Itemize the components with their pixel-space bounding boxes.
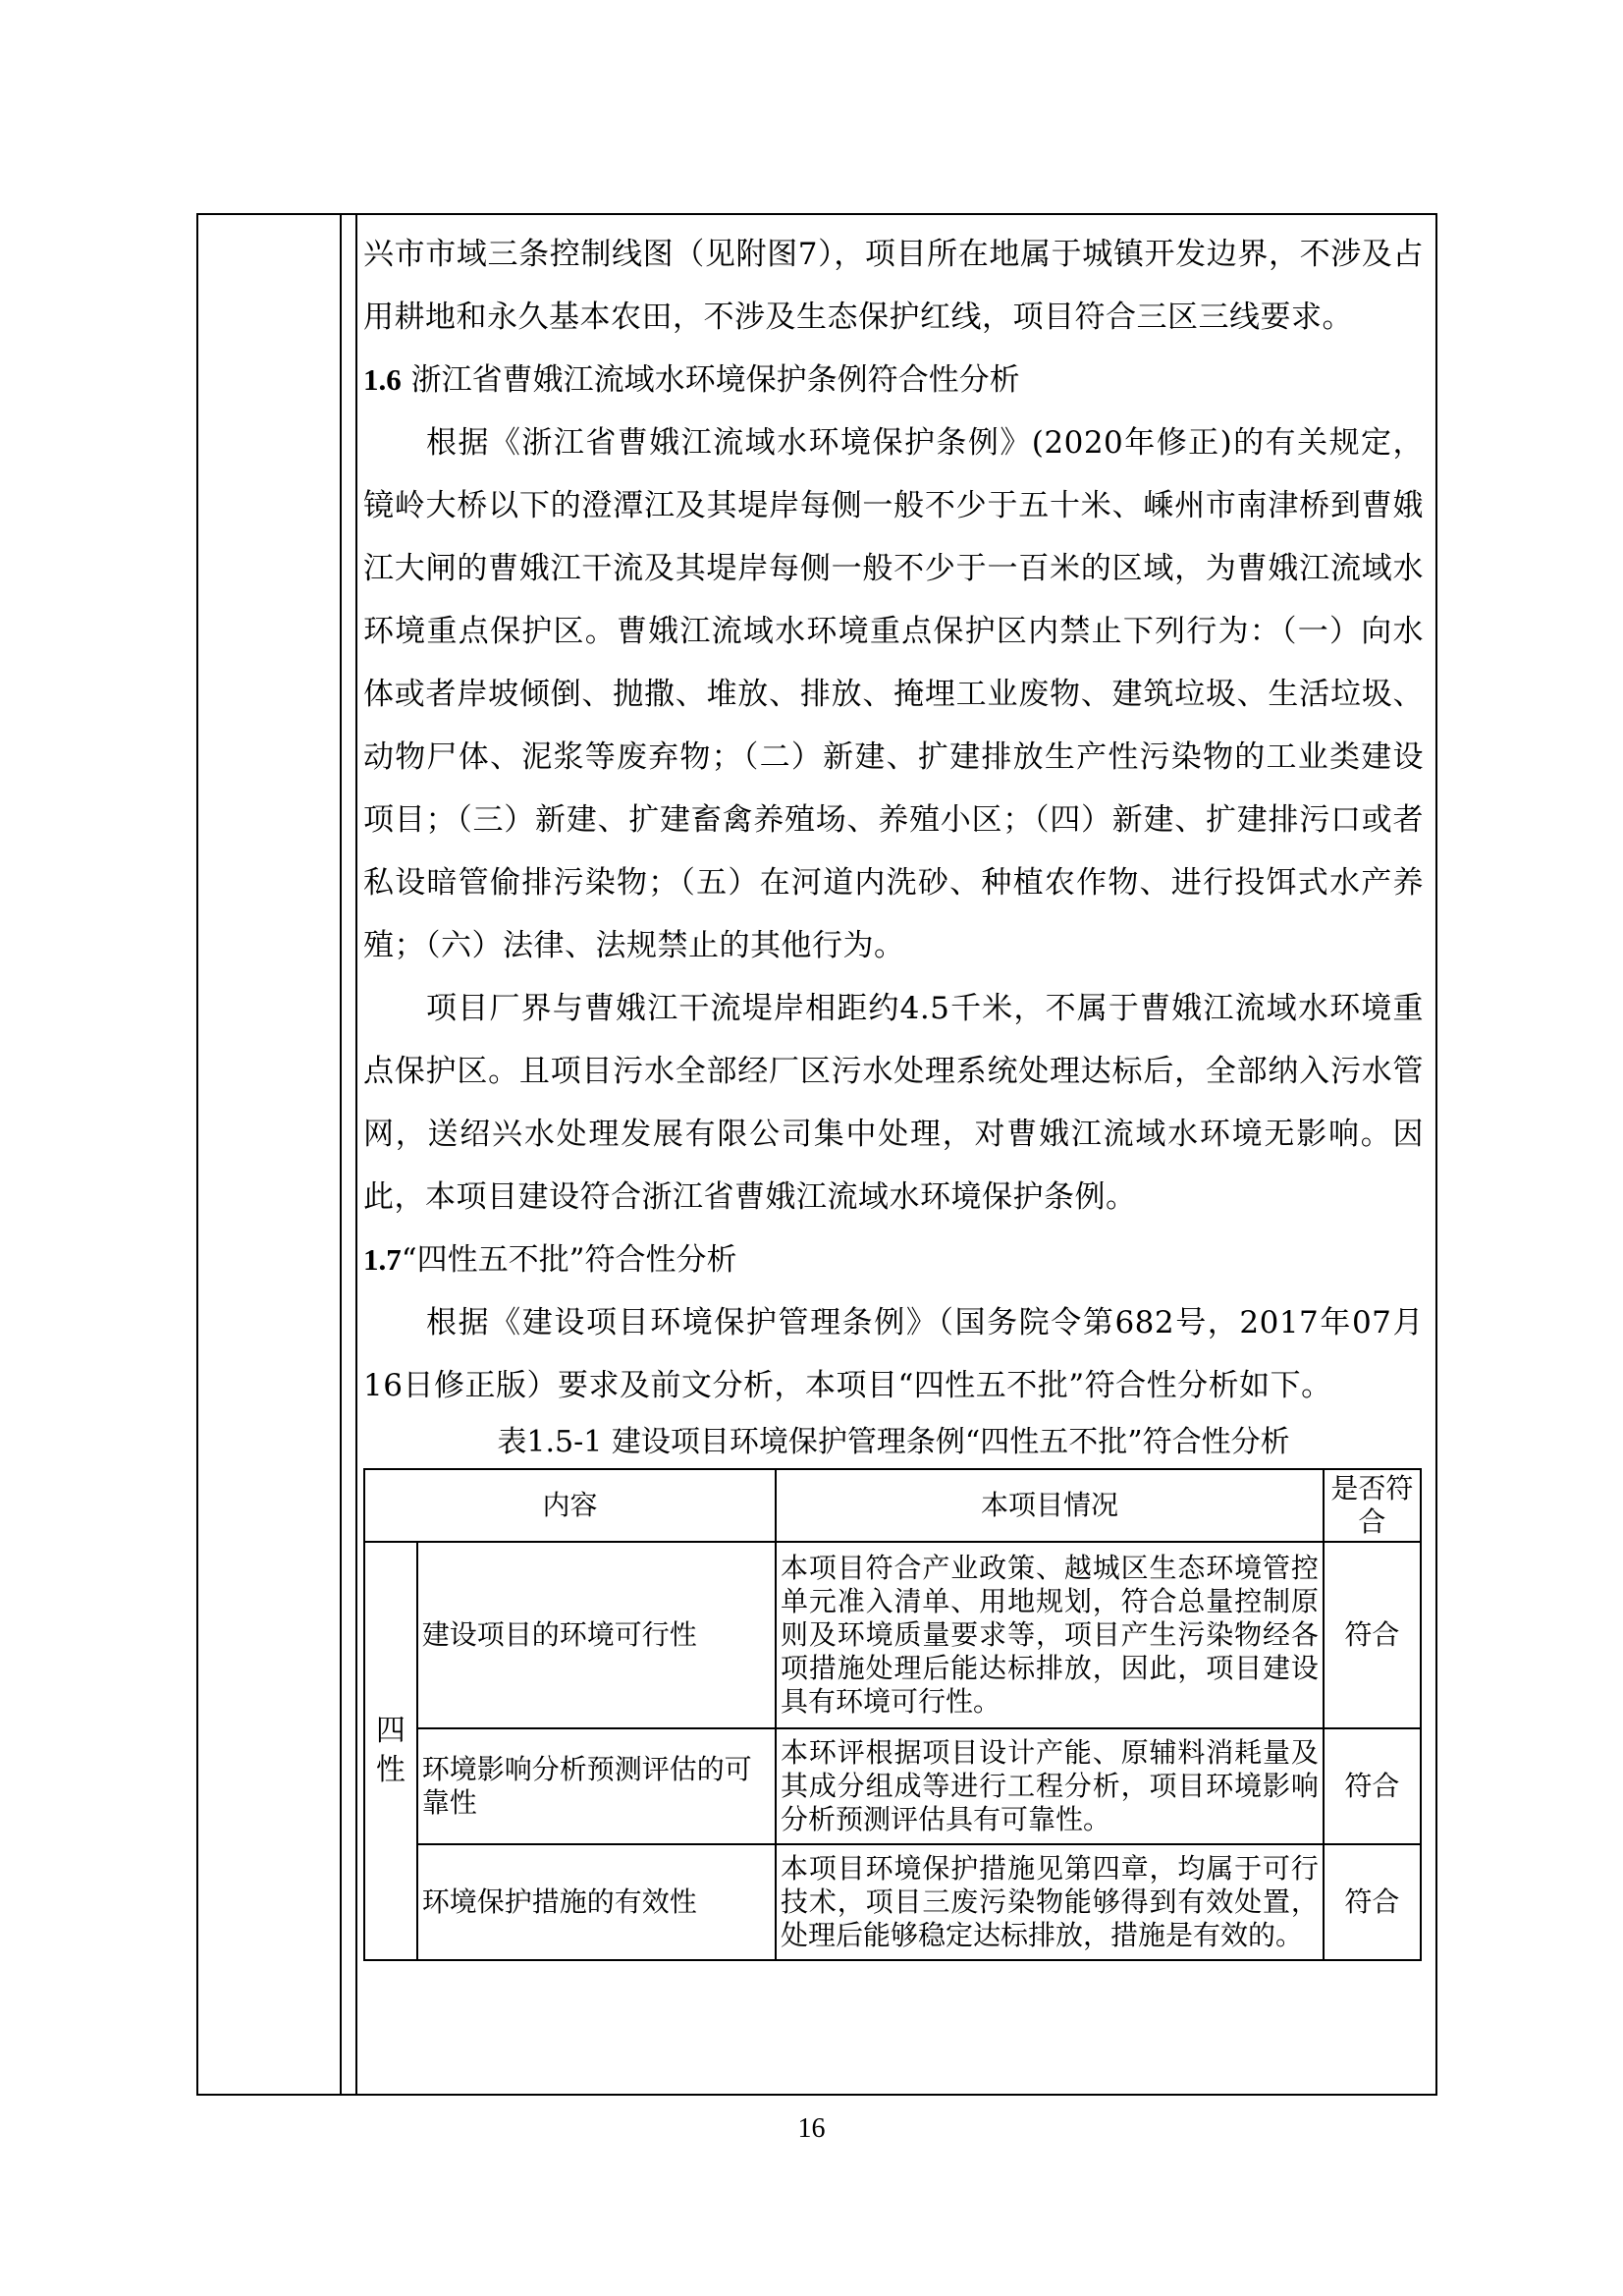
section-heading-1-6 xyxy=(363,349,1424,411)
table-row xyxy=(364,1844,1421,1960)
table-caption: 表1.5-1 建设项目环境保护管理条例“四性五不批”符合性分析 xyxy=(497,1425,1290,1459)
compliance-cell: 符合 xyxy=(1324,1728,1421,1844)
item-cell: 环境保护措施的有效性 xyxy=(417,1844,776,1960)
paragraph-four-five-intro: 根据《建设项目环境保护管理条例》（国务院令第682号，2017年07月16日修正版）要求及前文分析，本项目“四性五不批”符合性分析如下。 xyxy=(363,1305,1424,1403)
compliance-table xyxy=(363,1468,1422,1961)
item-cell: 环境影响分析预测评估的可靠性 xyxy=(417,1728,776,1844)
paragraph-caoe-regulation: 根据《浙江省曹娥江流域水环境保护条例》(2020年修正)的有关规定，镜岭大桥以下的澄潭江及其堤岸每侧一般不少于五十米、嵊州市南津桥到曹娥江大闸的曹娥江干流及其堤岸每侧一般不少于一百米的区域，为曹娥江流域水环境重点保护区。曹娥江流域水环境重点保护区内禁止下列行为：（一）向水体或者岸坡倾倒、抛撒、堆放、排放、掩埋工业废物、建筑垃圾、生活垃圾、动物尸体、泥浆等废弃物；（二）新建、扩建排放生产性污染物的工业类建设项目；（三）新建、扩建畜禽养殖场、养殖小区；（四）新建、扩建排污口或者私设暗管偷排污染物；（五）在河道内洗砂、种植农作物、进行投饵式水产养殖；（六）法律、法规禁止的其他行为。 xyxy=(363,425,1424,963)
table-row xyxy=(364,1728,1421,1844)
page-number: 16 xyxy=(797,2113,826,2144)
compliance-cell: 符合 xyxy=(1324,1844,1421,1960)
table-row xyxy=(364,1542,1421,1728)
section-number: 1.7 xyxy=(363,1242,402,1277)
item-cell: 建设项目的环境可行性 xyxy=(417,1542,776,1728)
section-title: 浙江省曹娥江流域水环境保护条例符合性分析 xyxy=(410,362,1020,398)
category-cell xyxy=(364,1542,417,1960)
desc-cell: 本项目符合产业政策、越城区生态环境管控单元准入清单、用地规划，符合总量控制原则及环境质量要求等，项目产生污染物经各项措施处理后能达标排放，因此，项目建设具有环境可行性。 xyxy=(776,1542,1324,1728)
section-number: 1.6 xyxy=(363,362,402,397)
paragraph-caoe-conclusion: 项目厂界与曹娥江干流堤岸相距约4.5千米，不属于曹娥江流域水环境重点保护区。且项目污水全部经厂区污水处理系统处理达标后，全部纳入污水管网，送绍兴水处理发展有限公司集中处理，对曹娥江流域水环境无影响。因此，本项目建设符合浙江省曹娥江流域水环境保护条例。 xyxy=(363,991,1424,1215)
header-situation: 本项目情况 xyxy=(776,1469,1324,1542)
paragraph-three-zones: 兴市市域三条控制线图（见附图7），项目所在地属于城镇开发边界，不涉及占用耕地和永久基本农田，不涉及生态保护红线，项目符合三区三线要求。 xyxy=(363,237,1424,335)
page-frame xyxy=(196,213,1437,2096)
section-heading-1-7 xyxy=(363,1229,1424,1291)
desc-cell: 本项目环境保护措施见第四章，均属于可行技术，项目三废污染物能够得到有效处置，处理后能够稳定达标排放，措施是有效的。 xyxy=(776,1844,1324,1960)
header-compliance: 是否符合 xyxy=(1324,1469,1421,1542)
compliance-cell: 符合 xyxy=(1324,1542,1421,1728)
desc-cell: 本环评根据项目设计产能、原辅料消耗量及其成分组成等进行工程分析，项目环境影响分析预测评估具有可靠性。 xyxy=(776,1728,1324,1844)
left-column xyxy=(198,215,342,2094)
table-header-row xyxy=(364,1469,1421,1542)
category-label: 四性 xyxy=(375,1714,406,1787)
header-content: 内容 xyxy=(364,1469,776,1542)
content-area xyxy=(363,223,1424,1961)
middle-column xyxy=(342,215,357,2094)
section-title: “四性五不批”符合性分析 xyxy=(401,1242,737,1278)
